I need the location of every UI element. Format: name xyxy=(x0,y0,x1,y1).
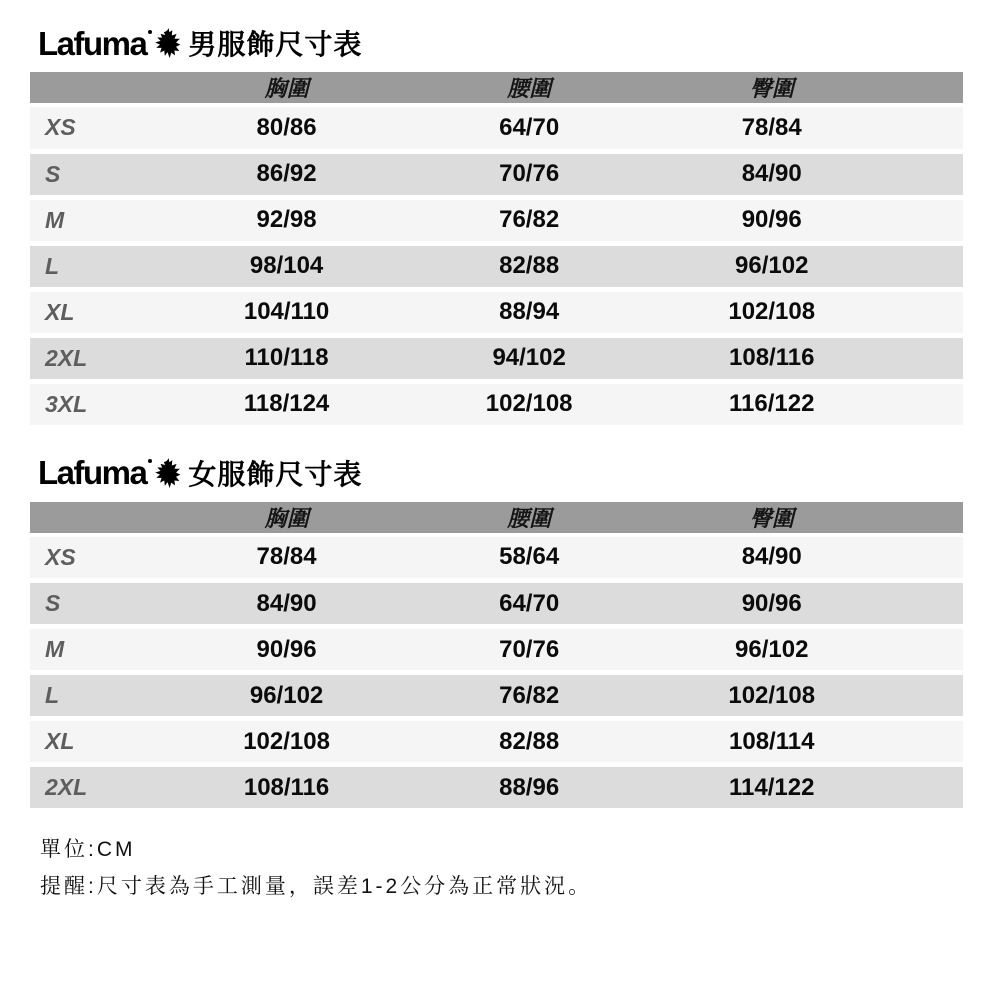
hip-value: 114/122 xyxy=(650,765,893,811)
brand-logo xyxy=(38,24,153,62)
brand-logo xyxy=(38,456,153,489)
chest-value: 102/108 xyxy=(165,719,408,765)
size-row-l xyxy=(30,673,963,719)
column-header-1: 胸圍 xyxy=(165,72,408,105)
brand-logo-text: Lafuma xyxy=(38,24,147,62)
chest-value: 110/118 xyxy=(165,335,408,381)
size-label: S xyxy=(30,581,165,627)
size-label: XS xyxy=(30,105,165,151)
footnotes xyxy=(40,831,1000,905)
spacer-cell xyxy=(893,535,963,581)
column-header-3: 臀圍 xyxy=(650,72,893,105)
waist-value: 58/64 xyxy=(408,535,651,581)
spacer-cell xyxy=(893,627,963,673)
column-header-1: 胸圍 xyxy=(165,502,408,535)
size-row-xs xyxy=(30,535,963,581)
waist-value: 82/88 xyxy=(408,243,651,289)
size-row-3xl xyxy=(30,381,963,427)
mens-size-section xyxy=(30,24,1000,430)
table-header-row xyxy=(30,72,963,105)
size-label: 2XL xyxy=(30,335,165,381)
spacer-cell xyxy=(893,381,963,427)
size-row-xl xyxy=(30,289,963,335)
hip-value: 84/90 xyxy=(650,535,893,581)
size-row-xl xyxy=(30,719,963,765)
hip-value: 90/96 xyxy=(650,197,893,243)
spacer-cell xyxy=(893,581,963,627)
size-row-xs xyxy=(30,105,963,151)
section-title-women xyxy=(38,454,1000,492)
size-label: M xyxy=(30,197,165,243)
chest-value: 104/110 xyxy=(165,289,408,335)
size-label: XL xyxy=(30,719,165,765)
hip-value: 108/114 xyxy=(650,719,893,765)
spacer-cell xyxy=(893,335,963,381)
size-row-2xl xyxy=(30,335,963,381)
spacer-column-header xyxy=(893,502,963,535)
chest-value: 80/86 xyxy=(165,105,408,151)
table-title: 女服飾尺寸表 xyxy=(188,458,363,490)
column-header-3: 臀圍 xyxy=(650,502,893,535)
size-row-2xl xyxy=(30,765,963,811)
chest-value: 118/124 xyxy=(165,381,408,427)
brand-logo-text: Lafuma xyxy=(38,454,147,491)
waist-value: 70/76 xyxy=(408,627,651,673)
table-title: 男服飾尺寸表 xyxy=(188,29,363,60)
chest-value: 84/90 xyxy=(165,581,408,627)
chest-value: 90/96 xyxy=(165,627,408,673)
size-label: 2XL xyxy=(30,765,165,811)
womens-size-table xyxy=(30,502,963,814)
hip-value: 90/96 xyxy=(650,581,893,627)
leaf-icon xyxy=(154,28,181,58)
size-column-header xyxy=(30,502,165,535)
unit-note: 單位:CM xyxy=(40,838,136,861)
column-header-2: 腰圍 xyxy=(408,502,651,535)
size-row-s xyxy=(30,581,963,627)
waist-value: 64/70 xyxy=(408,581,651,627)
waist-value: 76/82 xyxy=(408,197,651,243)
spacer-cell xyxy=(893,765,963,811)
hip-value: 78/84 xyxy=(650,105,893,151)
measurement-reminder-note: 提醒:尺寸表為手工測量，誤差1-2公分為正常狀況。 xyxy=(40,875,593,898)
hip-value: 108/116 xyxy=(650,335,893,381)
spacer-cell xyxy=(893,673,963,719)
leaf-icon xyxy=(154,458,181,488)
size-row-m xyxy=(30,197,963,243)
size-label: L xyxy=(30,243,165,289)
waist-value: 88/96 xyxy=(408,765,651,811)
size-label: M xyxy=(30,627,165,673)
spacer-cell xyxy=(893,151,963,197)
chest-value: 78/84 xyxy=(165,535,408,581)
size-row-s xyxy=(30,151,963,197)
size-label: XL xyxy=(30,289,165,335)
spacer-cell xyxy=(893,197,963,243)
size-label: 3XL xyxy=(30,381,165,427)
size-label: S xyxy=(30,151,165,197)
size-label: L xyxy=(30,673,165,719)
spacer-cell xyxy=(893,243,963,289)
hip-value: 96/102 xyxy=(650,243,893,289)
hip-value: 102/108 xyxy=(650,289,893,335)
size-label: XS xyxy=(30,535,165,581)
chest-value: 86/92 xyxy=(165,151,408,197)
waist-value: 102/108 xyxy=(408,381,651,427)
size-column-header xyxy=(30,72,165,105)
hip-value: 84/90 xyxy=(650,151,893,197)
spacer-column-header xyxy=(893,72,963,105)
size-row-l xyxy=(30,243,963,289)
chest-value: 92/98 xyxy=(165,197,408,243)
waist-value: 82/88 xyxy=(408,719,651,765)
trademark-dot-icon xyxy=(148,459,152,463)
spacer-cell xyxy=(893,289,963,335)
womens-size-section xyxy=(30,454,1000,814)
waist-value: 76/82 xyxy=(408,673,651,719)
waist-value: 88/94 xyxy=(408,289,651,335)
hip-value: 116/122 xyxy=(650,381,893,427)
spacer-cell xyxy=(893,719,963,765)
spacer-cell xyxy=(893,105,963,151)
hip-value: 102/108 xyxy=(650,673,893,719)
table-header-row xyxy=(30,502,963,535)
mens-size-table xyxy=(30,72,963,430)
chest-value: 98/104 xyxy=(165,243,408,289)
size-row-m xyxy=(30,627,963,673)
chest-value: 96/102 xyxy=(165,673,408,719)
chest-value: 108/116 xyxy=(165,765,408,811)
hip-value: 96/102 xyxy=(650,627,893,673)
waist-value: 64/70 xyxy=(408,105,651,151)
trademark-dot-icon xyxy=(148,30,152,34)
column-header-2: 腰圍 xyxy=(408,72,651,105)
waist-value: 70/76 xyxy=(408,151,651,197)
waist-value: 94/102 xyxy=(408,335,651,381)
section-title-men xyxy=(38,24,1000,62)
